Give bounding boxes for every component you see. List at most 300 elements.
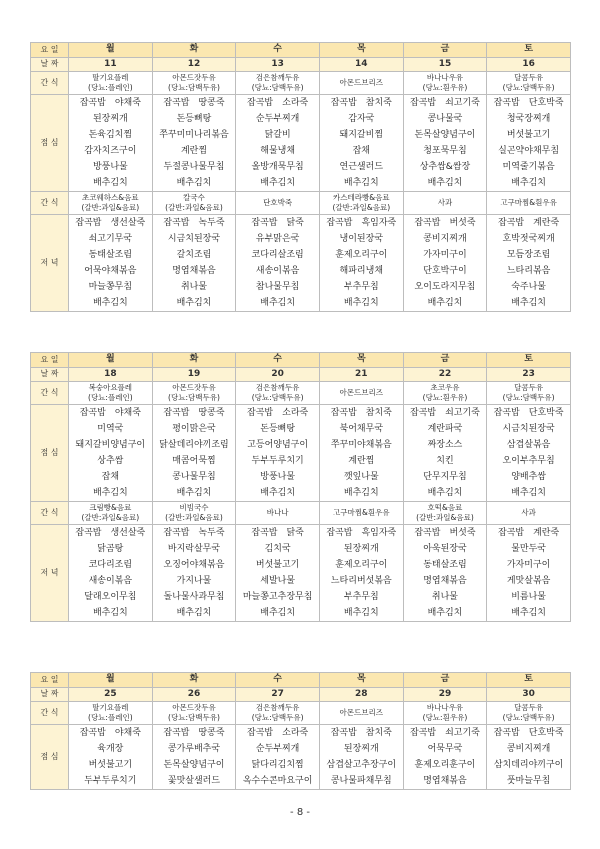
day-cell: 목 xyxy=(319,673,403,688)
menu-item: 잡곡밥 야채죽 xyxy=(79,98,141,108)
snack-line: 단호박죽 xyxy=(263,198,293,207)
meal-cell xyxy=(319,525,403,622)
menu-item: 명엽채볶음 xyxy=(172,266,216,276)
day-cell: 월 xyxy=(69,673,153,688)
menu-item: 호박젓국찌개 xyxy=(502,234,555,244)
snack-line: 초코웨하스&음료 xyxy=(82,193,139,202)
meal-cell xyxy=(236,405,320,502)
day-cell: 토 xyxy=(487,353,571,368)
date-cell: 20 xyxy=(236,368,320,382)
menu-item: 잡곡밥 생선살죽 xyxy=(75,528,146,538)
menu-item: 닭곰탕 xyxy=(97,544,124,554)
meal-cell xyxy=(152,525,236,622)
snack-line: (당뇨:흰우유) xyxy=(422,83,468,92)
menu-item: 코다리살조림 xyxy=(251,250,304,260)
meal-cell xyxy=(319,215,403,312)
meal-cell xyxy=(69,215,153,312)
snack-cell xyxy=(319,702,403,725)
snack-line: (당뇨:플레인) xyxy=(88,83,133,92)
menu-item: 해파리냉채 xyxy=(339,266,384,276)
week-2-menu-table xyxy=(30,352,571,622)
menu-item: 세발나물 xyxy=(260,576,296,586)
meal-cell xyxy=(152,95,236,192)
date-cell: 22 xyxy=(403,368,487,382)
menu-item: 방풍나물 xyxy=(260,472,296,482)
snack-line: (당뇨:흰우유) xyxy=(422,713,468,722)
meal-cell xyxy=(152,405,236,502)
snack-line: 호떡&음료 xyxy=(427,503,463,512)
date-cell: 27 xyxy=(236,688,320,702)
menu-item: 잡곡밥 흑임자죽 xyxy=(326,528,397,538)
lunch-row xyxy=(31,95,571,192)
menu-item: 버섯불고기 xyxy=(506,130,551,140)
menu-item: 두부두루치기 xyxy=(84,776,137,786)
meal-cell xyxy=(487,405,571,502)
meal-cell xyxy=(403,525,487,622)
menu-item: 코다리조림 xyxy=(88,560,133,570)
menu-item: 상추쌈&쌈장 xyxy=(419,162,471,172)
snack-line: (갈반:과일&음료) xyxy=(332,203,391,212)
snack-cell xyxy=(69,702,153,725)
snack-line: 딸기요플레 xyxy=(92,703,129,712)
meal-cell xyxy=(319,95,403,192)
date-cell: 26 xyxy=(152,688,236,702)
menu-item: 미역줄기볶음 xyxy=(502,162,555,172)
menu-item: 돼지갈비양념구이 xyxy=(75,440,146,450)
snack-line: (당뇨:담백두유) xyxy=(251,393,304,402)
snack-cell xyxy=(152,502,236,525)
menu-item: 꽃맛살샐러드 xyxy=(167,776,221,786)
menu-item: 육개장 xyxy=(97,744,124,754)
snack-label: 간 식 xyxy=(31,502,69,525)
snack-label: 간 식 xyxy=(31,702,69,725)
menu-item: 배추김치 xyxy=(176,178,212,188)
meal-cell xyxy=(403,95,487,192)
date-label: 날 짜 xyxy=(31,368,69,382)
menu-item: 훈제오리구이 xyxy=(335,250,388,260)
menu-item: 배추김치 xyxy=(343,488,379,498)
snack-line: 검은참깨두유 xyxy=(255,73,300,82)
menu-item: 콩나물국 xyxy=(427,114,463,124)
snack-line: (당뇨:담백두유) xyxy=(251,83,304,92)
menu-item: 올방개묵무침 xyxy=(251,162,304,172)
menu-item: 미역국 xyxy=(97,424,124,434)
menu-item: 콩비지찌개 xyxy=(423,234,467,244)
day-cell: 수 xyxy=(236,673,320,688)
menu-item: 숙주나물 xyxy=(511,282,546,292)
menu-item: 청국장찌개 xyxy=(506,114,551,124)
menu-item: 잡곡밥 단호박죽 xyxy=(493,408,564,418)
menu-item: 순두부찌개 xyxy=(255,114,300,124)
menu-item: 옥수수콘마요구이 xyxy=(242,776,313,786)
menu-item: 쇠고기무국 xyxy=(88,234,133,244)
menu-item: 배추김치 xyxy=(260,488,296,498)
menu-item: 치킨 xyxy=(436,456,454,466)
snack-line: (당뇨:담백두유) xyxy=(502,393,555,402)
menu-item: 취나물 xyxy=(431,592,458,602)
menu-item: 잡곡밥 녹두죽 xyxy=(163,218,225,228)
snack-cell xyxy=(487,502,571,525)
menu-item: 잡곡밥 계란죽 xyxy=(498,218,560,228)
day-cell: 수 xyxy=(236,43,320,58)
date-cell: 25 xyxy=(69,688,153,702)
day-cell: 금 xyxy=(403,673,487,688)
snack-line: (갈반:과일&음료) xyxy=(165,513,223,522)
meal-cell xyxy=(69,95,153,192)
snack-label: 간 식 xyxy=(31,192,69,215)
snack-line: (갈반:과일&음료) xyxy=(81,513,140,522)
menu-item: 잡곡밥 소라죽 xyxy=(247,98,309,108)
day-cell: 금 xyxy=(403,353,487,368)
menu-item: 버섯불고기 xyxy=(255,560,300,570)
menu-item: 잡곡밥 땅콩죽 xyxy=(163,408,225,418)
menu-item: 감자국 xyxy=(348,114,375,124)
snack-cell xyxy=(403,72,487,95)
menu-item: 잡채 xyxy=(101,472,120,482)
menu-item: 배추김치 xyxy=(511,488,546,498)
meal-cell xyxy=(236,95,320,192)
menu-item: 콩나물파채무침 xyxy=(330,776,392,786)
menu-item: 잡곡밥 땅콩죽 xyxy=(163,728,225,738)
menu-item: 훈제오리구이 xyxy=(335,560,388,570)
menu-item: 삼겹살볶음 xyxy=(506,440,551,450)
snack-line: (갈반:과일&음료) xyxy=(81,203,140,212)
menu-item: 잡곡밥 쇠고기죽 xyxy=(410,408,480,418)
menu-item: 잡곡밥 버섯죽 xyxy=(414,528,476,538)
menu-item: 배추김치 xyxy=(343,608,379,618)
afternoon-snack-row xyxy=(31,502,571,525)
afternoon-snack-row xyxy=(31,192,571,215)
snack-cell xyxy=(319,382,403,405)
menu-item: 동태살조림 xyxy=(88,250,133,260)
menu-item: 배추김치 xyxy=(92,488,128,498)
menu-item: 배추김치 xyxy=(511,178,546,188)
menu-item: 달래오이무침 xyxy=(84,592,137,602)
snack-line: 아몬드잣두유 xyxy=(172,703,216,712)
snack-line: 복숭아요플레 xyxy=(88,383,133,392)
day-label: 요 일 xyxy=(31,353,69,368)
snack-line: (당뇨:담백두유) xyxy=(502,83,555,92)
menu-item: 깻잎나물 xyxy=(343,472,379,482)
snack-label: 간 식 xyxy=(31,72,69,95)
menu-item: 잡곡밥 닭죽 xyxy=(251,528,304,538)
snack-line: (당뇨:흰우유) xyxy=(422,393,468,402)
menu-item: 잡곡밥 소라죽 xyxy=(247,728,309,738)
menu-item: 풋마늘무침 xyxy=(506,776,551,786)
snack-line: (당뇨:플레인) xyxy=(88,393,133,402)
menu-item: 쭈꾸미야채볶음 xyxy=(330,440,392,450)
date-row xyxy=(31,368,571,382)
menu-item: 새송이볶음 xyxy=(88,576,133,586)
snack-line: 칼국수 xyxy=(183,193,205,202)
menu-item: 돈목살양념구이 xyxy=(163,760,225,770)
menu-item: 계란파국 xyxy=(427,424,463,434)
day-cell: 월 xyxy=(69,43,153,58)
week-3-menu-table xyxy=(30,672,571,790)
menu-item: 마늘쫑고추장무침 xyxy=(242,592,313,602)
menu-item: 쭈꾸미미나리볶음 xyxy=(159,130,229,140)
menu-item: 마늘쫑무침 xyxy=(88,282,133,292)
menu-item: 짜장소스 xyxy=(427,440,463,450)
date-cell: 30 xyxy=(487,688,571,702)
menu-item: 연근샐러드 xyxy=(339,162,384,172)
snack-cell xyxy=(487,192,571,215)
meal-cell xyxy=(152,725,236,790)
date-cell: 14 xyxy=(319,58,403,72)
meal-cell xyxy=(403,725,487,790)
menu-item: 배추김치 xyxy=(427,298,463,308)
menu-item: 모듬장조림 xyxy=(506,250,551,260)
snack-line: 검은참깨두유 xyxy=(255,703,300,712)
snack-line: (당뇨:담백두유) xyxy=(502,713,555,722)
menu-item: 참나물무침 xyxy=(255,282,300,292)
menu-item: 느타리볶음 xyxy=(506,266,551,276)
menu-item: 평이맑은국 xyxy=(172,424,216,434)
day-header-row xyxy=(31,353,571,368)
menu-item: 매콤어묵찜 xyxy=(172,456,216,466)
lunch-label: 점 심 xyxy=(31,725,69,790)
morning-snack-row xyxy=(31,382,571,405)
menu-item: 계란찜 xyxy=(348,456,375,466)
snack-line: 달콤두유 xyxy=(514,703,544,712)
menu-item: 잡곡밥 버섯죽 xyxy=(414,218,476,228)
menu-item: 된장찌개 xyxy=(343,744,379,754)
day-header-row xyxy=(31,43,571,58)
menu-item: 잡곡밥 참치죽 xyxy=(330,98,392,108)
menu-item: 닭다리김치찜 xyxy=(251,760,304,770)
snack-cell xyxy=(403,502,487,525)
snack-line: 바나나우유 xyxy=(426,73,464,82)
lunch-row xyxy=(31,725,571,790)
snack-cell xyxy=(319,502,403,525)
date-row xyxy=(31,688,571,702)
menu-item: 배추김치 xyxy=(92,298,128,308)
date-cell: 29 xyxy=(403,688,487,702)
day-cell: 금 xyxy=(403,43,487,58)
menu-item: 청포묵무침 xyxy=(423,146,467,156)
meal-cell xyxy=(236,525,320,622)
menu-item: 삼치데리야끼구이 xyxy=(493,760,564,770)
menu-item: 배추김치 xyxy=(92,608,128,618)
menu-item: 돈등뼈탕 xyxy=(260,424,296,434)
snack-line: 바나나우유 xyxy=(426,703,464,712)
menu-item: 비름나물 xyxy=(511,592,546,602)
date-cell: 16 xyxy=(487,58,571,72)
date-cell: 11 xyxy=(69,58,153,72)
snack-cell xyxy=(69,72,153,95)
menu-item: 계란찜 xyxy=(180,146,208,156)
snack-cell xyxy=(152,382,236,405)
dinner-label: 저 녁 xyxy=(31,525,69,622)
snack-line: 사과 xyxy=(437,198,453,207)
menu-item: 순두부찌개 xyxy=(255,744,300,754)
menu-item: 오이부추무침 xyxy=(502,456,555,466)
lunch-label: 점 심 xyxy=(31,405,69,502)
menu-item: 잡곡밥 닭죽 xyxy=(251,218,304,228)
menu-item: 잡곡밥 야채죽 xyxy=(79,728,141,738)
meal-cell xyxy=(487,525,571,622)
dinner-label: 저 녁 xyxy=(31,215,69,312)
day-cell: 화 xyxy=(152,43,236,58)
date-cell: 15 xyxy=(403,58,487,72)
menu-item: 콩가루배추국 xyxy=(167,744,221,754)
snack-line: (당뇨:담백두유) xyxy=(251,713,304,722)
date-cell: 28 xyxy=(319,688,403,702)
menu-item: 시금치된장국 xyxy=(502,424,555,434)
menu-item: 잡곡밥 참치죽 xyxy=(330,408,392,418)
menu-item: 된장찌개 xyxy=(92,114,128,124)
dinner-row xyxy=(31,525,571,622)
menu-item: 잡곡밥 쇠고기죽 xyxy=(410,98,480,108)
week-1-menu-table xyxy=(30,42,571,312)
date-label: 날 짜 xyxy=(31,688,69,702)
menu-item: 잡곡밥 소라죽 xyxy=(247,408,309,418)
menu-item: 김치국 xyxy=(264,544,291,554)
lunch-label: 점 심 xyxy=(31,95,69,192)
snack-line: 검은참깨두유 xyxy=(255,383,300,392)
lunch-row xyxy=(31,405,571,502)
menu-item: 상추쌈 xyxy=(97,456,124,466)
menu-item: 잡곡밥 녹두죽 xyxy=(163,528,225,538)
day-cell: 화 xyxy=(152,353,236,368)
menu-item: 바지락살무국 xyxy=(167,544,221,554)
menu-item: 두부두루치기 xyxy=(251,456,304,466)
dinner-row xyxy=(31,215,571,312)
snack-cell xyxy=(69,192,153,215)
snack-cell xyxy=(487,72,571,95)
menu-item: 돈목살양념구이 xyxy=(414,130,476,140)
snack-line: 달콤두유 xyxy=(514,73,544,82)
snack-line: 아몬드브리즈 xyxy=(339,388,384,397)
date-cell: 18 xyxy=(69,368,153,382)
menu-item: 부추무침 xyxy=(343,282,379,292)
menu-item: 어묵무국 xyxy=(427,744,463,754)
meal-cell xyxy=(487,725,571,790)
menu-item: 방풍나물 xyxy=(92,162,128,172)
menu-item: 잡곡밥 흑임자죽 xyxy=(326,218,397,228)
snack-cell xyxy=(236,192,320,215)
snack-line: 아몬드잣두유 xyxy=(172,73,216,82)
snack-line: 아몬드브리즈 xyxy=(339,78,384,87)
menu-item: 고등어양념구이 xyxy=(247,440,309,450)
snack-line: 사과 xyxy=(521,508,536,517)
snack-line: 달콤두유 xyxy=(514,383,544,392)
snack-label: 간 식 xyxy=(31,382,69,405)
meal-cell xyxy=(487,215,571,312)
menu-item: 잡곡밥 땅콩죽 xyxy=(163,98,225,108)
morning-snack-row xyxy=(31,72,571,95)
snack-cell xyxy=(319,192,403,215)
menu-item: 가자미구이 xyxy=(506,560,551,570)
day-label: 요 일 xyxy=(31,673,69,688)
menu-item: 실곤약야채무침 xyxy=(498,146,560,156)
snack-line: 카스테라빵&음료 xyxy=(333,193,390,202)
menu-item: 게맛살볶음 xyxy=(506,576,551,586)
date-label: 날 짜 xyxy=(31,58,69,72)
menu-item: 콩나물무침 xyxy=(172,472,216,482)
menu-item: 닭갈비 xyxy=(264,130,291,140)
morning-snack-row xyxy=(31,702,571,725)
snack-cell xyxy=(236,502,320,525)
snack-cell xyxy=(236,382,320,405)
menu-item: 배추김치 xyxy=(343,178,379,188)
meal-cell xyxy=(69,405,153,502)
menu-item: 돼지갈비찜 xyxy=(339,130,384,140)
menu-item: 오이도라지무침 xyxy=(414,282,476,292)
snack-cell xyxy=(152,192,236,215)
day-cell: 토 xyxy=(487,43,571,58)
day-label: 요 일 xyxy=(31,43,69,58)
menu-item: 갈치조림 xyxy=(176,250,212,260)
menu-item: 느타리버섯볶음 xyxy=(330,576,392,586)
menu-item: 된장찌개 xyxy=(343,544,379,554)
day-cell: 토 xyxy=(487,673,571,688)
menu-item: 버섯불고기 xyxy=(88,760,133,770)
snack-cell xyxy=(403,702,487,725)
meal-cell xyxy=(69,525,153,622)
snack-cell xyxy=(487,702,571,725)
date-cell: 12 xyxy=(152,58,236,72)
menu-item: 잡곡밥 야채죽 xyxy=(79,408,141,418)
menu-item: 명엽채볶음 xyxy=(423,776,467,786)
menu-item: 삼겹살고추장구이 xyxy=(326,760,397,770)
snack-cell xyxy=(69,382,153,405)
snack-line: (갈반:과일&음료) xyxy=(416,513,474,522)
menu-item: 취나물 xyxy=(180,282,208,292)
meal-cell xyxy=(236,725,320,790)
snack-cell xyxy=(152,702,236,725)
snack-cell xyxy=(152,72,236,95)
snack-line: (당뇨:담백두유) xyxy=(168,713,220,722)
snack-cell xyxy=(487,382,571,405)
meal-cell xyxy=(236,215,320,312)
meal-cell xyxy=(69,725,153,790)
snack-line: 비빔국수 xyxy=(179,503,209,512)
menu-item: 돌나물사과무침 xyxy=(163,592,225,602)
menu-item: 배추김치 xyxy=(427,178,463,188)
snack-cell xyxy=(236,72,320,95)
menu-item: 배추김치 xyxy=(511,298,546,308)
date-cell: 19 xyxy=(152,368,236,382)
menu-item: 닭살데리야끼조림 xyxy=(159,440,229,450)
menu-item: 유부맑은국 xyxy=(255,234,300,244)
snack-line: 아몬드브리즈 xyxy=(339,708,384,717)
day-header-row xyxy=(31,673,571,688)
date-cell: 23 xyxy=(487,368,571,382)
menu-item: 양배추쌈 xyxy=(511,472,546,482)
menu-item: 잡곡밥 단호박죽 xyxy=(493,728,564,738)
menu-item: 명엽채볶음 xyxy=(423,576,467,586)
day-cell: 월 xyxy=(69,353,153,368)
date-cell: 21 xyxy=(319,368,403,382)
date-row xyxy=(31,58,571,72)
menu-item: 잡곡밥 단호박죽 xyxy=(493,98,564,108)
menu-item: 배추김치 xyxy=(92,178,128,188)
meal-cell xyxy=(319,725,403,790)
snack-line: 바나나 xyxy=(266,508,289,517)
snack-line: 초코우유 xyxy=(430,383,460,392)
snack-line: 고구마찜&흰우유 xyxy=(500,198,557,207)
menu-item: 감자치즈구이 xyxy=(84,146,137,156)
menu-item: 단호박구이 xyxy=(423,266,467,276)
menu-item: 잡곡밥 참치죽 xyxy=(330,728,392,738)
menu-item: 배추김치 xyxy=(343,298,379,308)
menu-item: 배추김치 xyxy=(260,178,296,188)
meal-cell xyxy=(403,405,487,502)
menu-item: 가지나물 xyxy=(176,576,212,586)
snack-line: (당뇨:담백두유) xyxy=(168,83,220,92)
snack-line: 딸기요플레 xyxy=(92,73,129,82)
